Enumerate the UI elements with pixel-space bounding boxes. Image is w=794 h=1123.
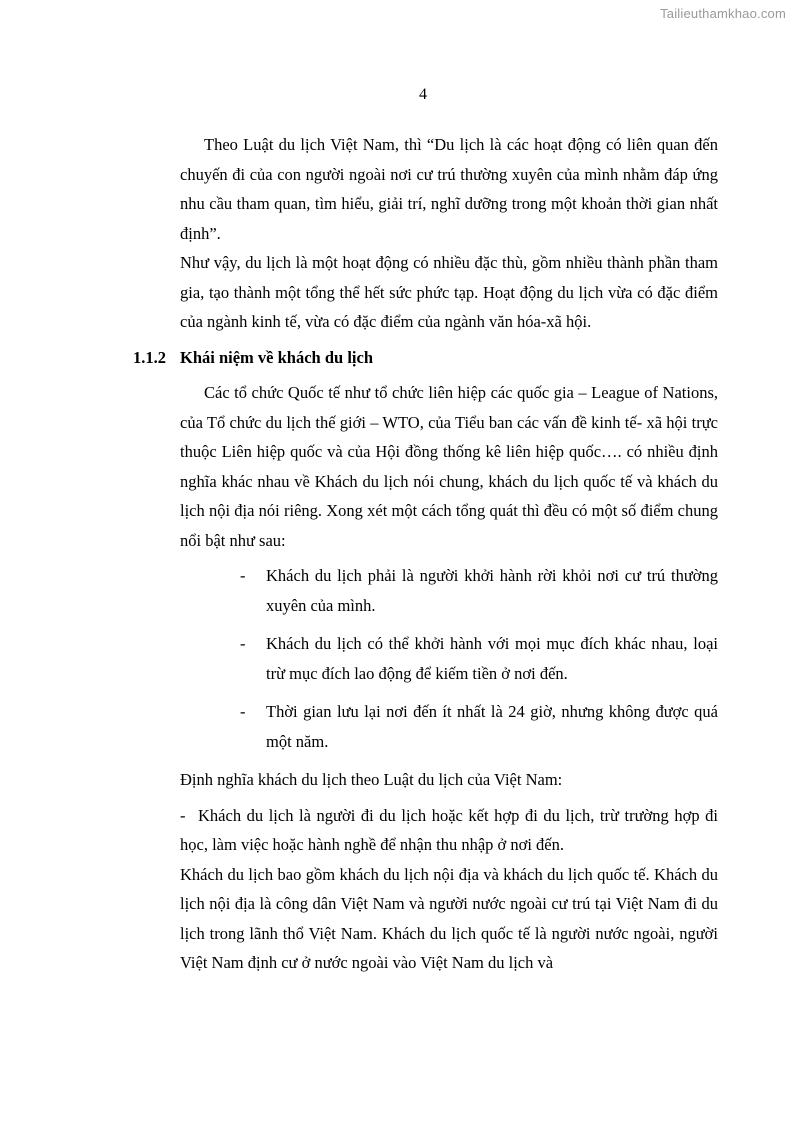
list-item [180, 697, 718, 756]
paragraph-definition [180, 801, 718, 860]
list-item-text: Thời gian lưu lại nơi đến ít nhất là 24 giờ, nhưng không được quá một năm. [266, 702, 718, 751]
list-item [180, 561, 718, 620]
bullet-dash: - [240, 566, 246, 585]
paragraph-tourism-characteristics: Như vậy, du lịch là một hoạt động có nhiều đặc thù, gồm nhiều thành phần tham gia, tạo thành một tổng thể hết sức phức tạp. Hoạt động du lịch vừa có đặc điểm của ngành kinh tế, vừa có đặc điểm của ngành văn hóa-xã hội. [180, 253, 718, 331]
paragraph-international-definitions: Các tổ chức Quốc tế như tổ chức liên hiệp các quốc gia – League of Nations, của Tổ chức du lịch thế giới – WTO, của Tiểu ban các vấn đề kinh tế- xã hội trực thuộc Liên hiệp quốc và của Hội đồng thống kê liên hiệp quốc…. có nhiều định nghĩa khác nhau về Khách du lịch nói chung, khách du lịch quốc tế và khách du lịch nội địa nói riêng. Xong xét một cách tổng quát thì đều có một số điểm chung nổi bật như sau: [180, 383, 718, 550]
watermark-text: Tailieuthamkhao.com [660, 6, 786, 21]
list-item-text: Khách du lịch phải là người khởi hành rời khỏi nơi cư trú thường xuyên của mình. [266, 566, 718, 615]
list-item-text: Khách du lịch có thể khởi hành với mọi mục đích khác nhau, loại trừ mục đích lao động để kiếm tiền ở nơi đến. [266, 634, 718, 683]
bullet-dash: - [240, 702, 246, 721]
page-number: 4 [419, 86, 427, 103]
paragraph-tourist-types: Khách du lịch bao gồm khách du lịch nội địa và khách du lịch quốc tế. Khách du lịch nội địa là công dân Việt Nam và người nước ngoài cư trú tại Việt Nam đi du lịch trong lãnh thổ Việt Nam. Khách du lịch quốc tế là người nước ngoài, người Việt Nam định cư ở nước ngoài vào Việt Nam du lịch và [180, 864, 718, 972]
document-body [133, 130, 718, 978]
bullet-dash: - [240, 634, 246, 653]
section-title: Khái niệm về khách du lịch [180, 347, 373, 367]
definition-text: Khách du lịch là người đi du lịch hoặc kết hợp đi du lịch, trừ trường hợp đi học, làm việc hoặc hành nghề để nhận thu nhập ở nơi đến. [180, 805, 718, 854]
paragraph-tourism-law-definition: Theo Luật du lịch Việt Nam, thì “Du lịch là các hoạt động có liên quan đến chuyến đi của con người ngoài nơi cư trú thường xuyên của mình nhằm đáp ứng nhu cầu tham quan, tìm hiểu, giải trí, nghĩ dưỡng trong một khoản thời gian nhất định”. [180, 135, 718, 243]
common-points-list [180, 561, 718, 756]
section-number: 1.1.2 [133, 347, 166, 367]
paragraph-definition-intro: Định nghĩa khách du lịch theo Luật du lịch của Việt Nam: [180, 770, 563, 789]
list-item [180, 629, 718, 688]
definition-dash: - [180, 805, 186, 825]
section-heading [133, 343, 718, 373]
